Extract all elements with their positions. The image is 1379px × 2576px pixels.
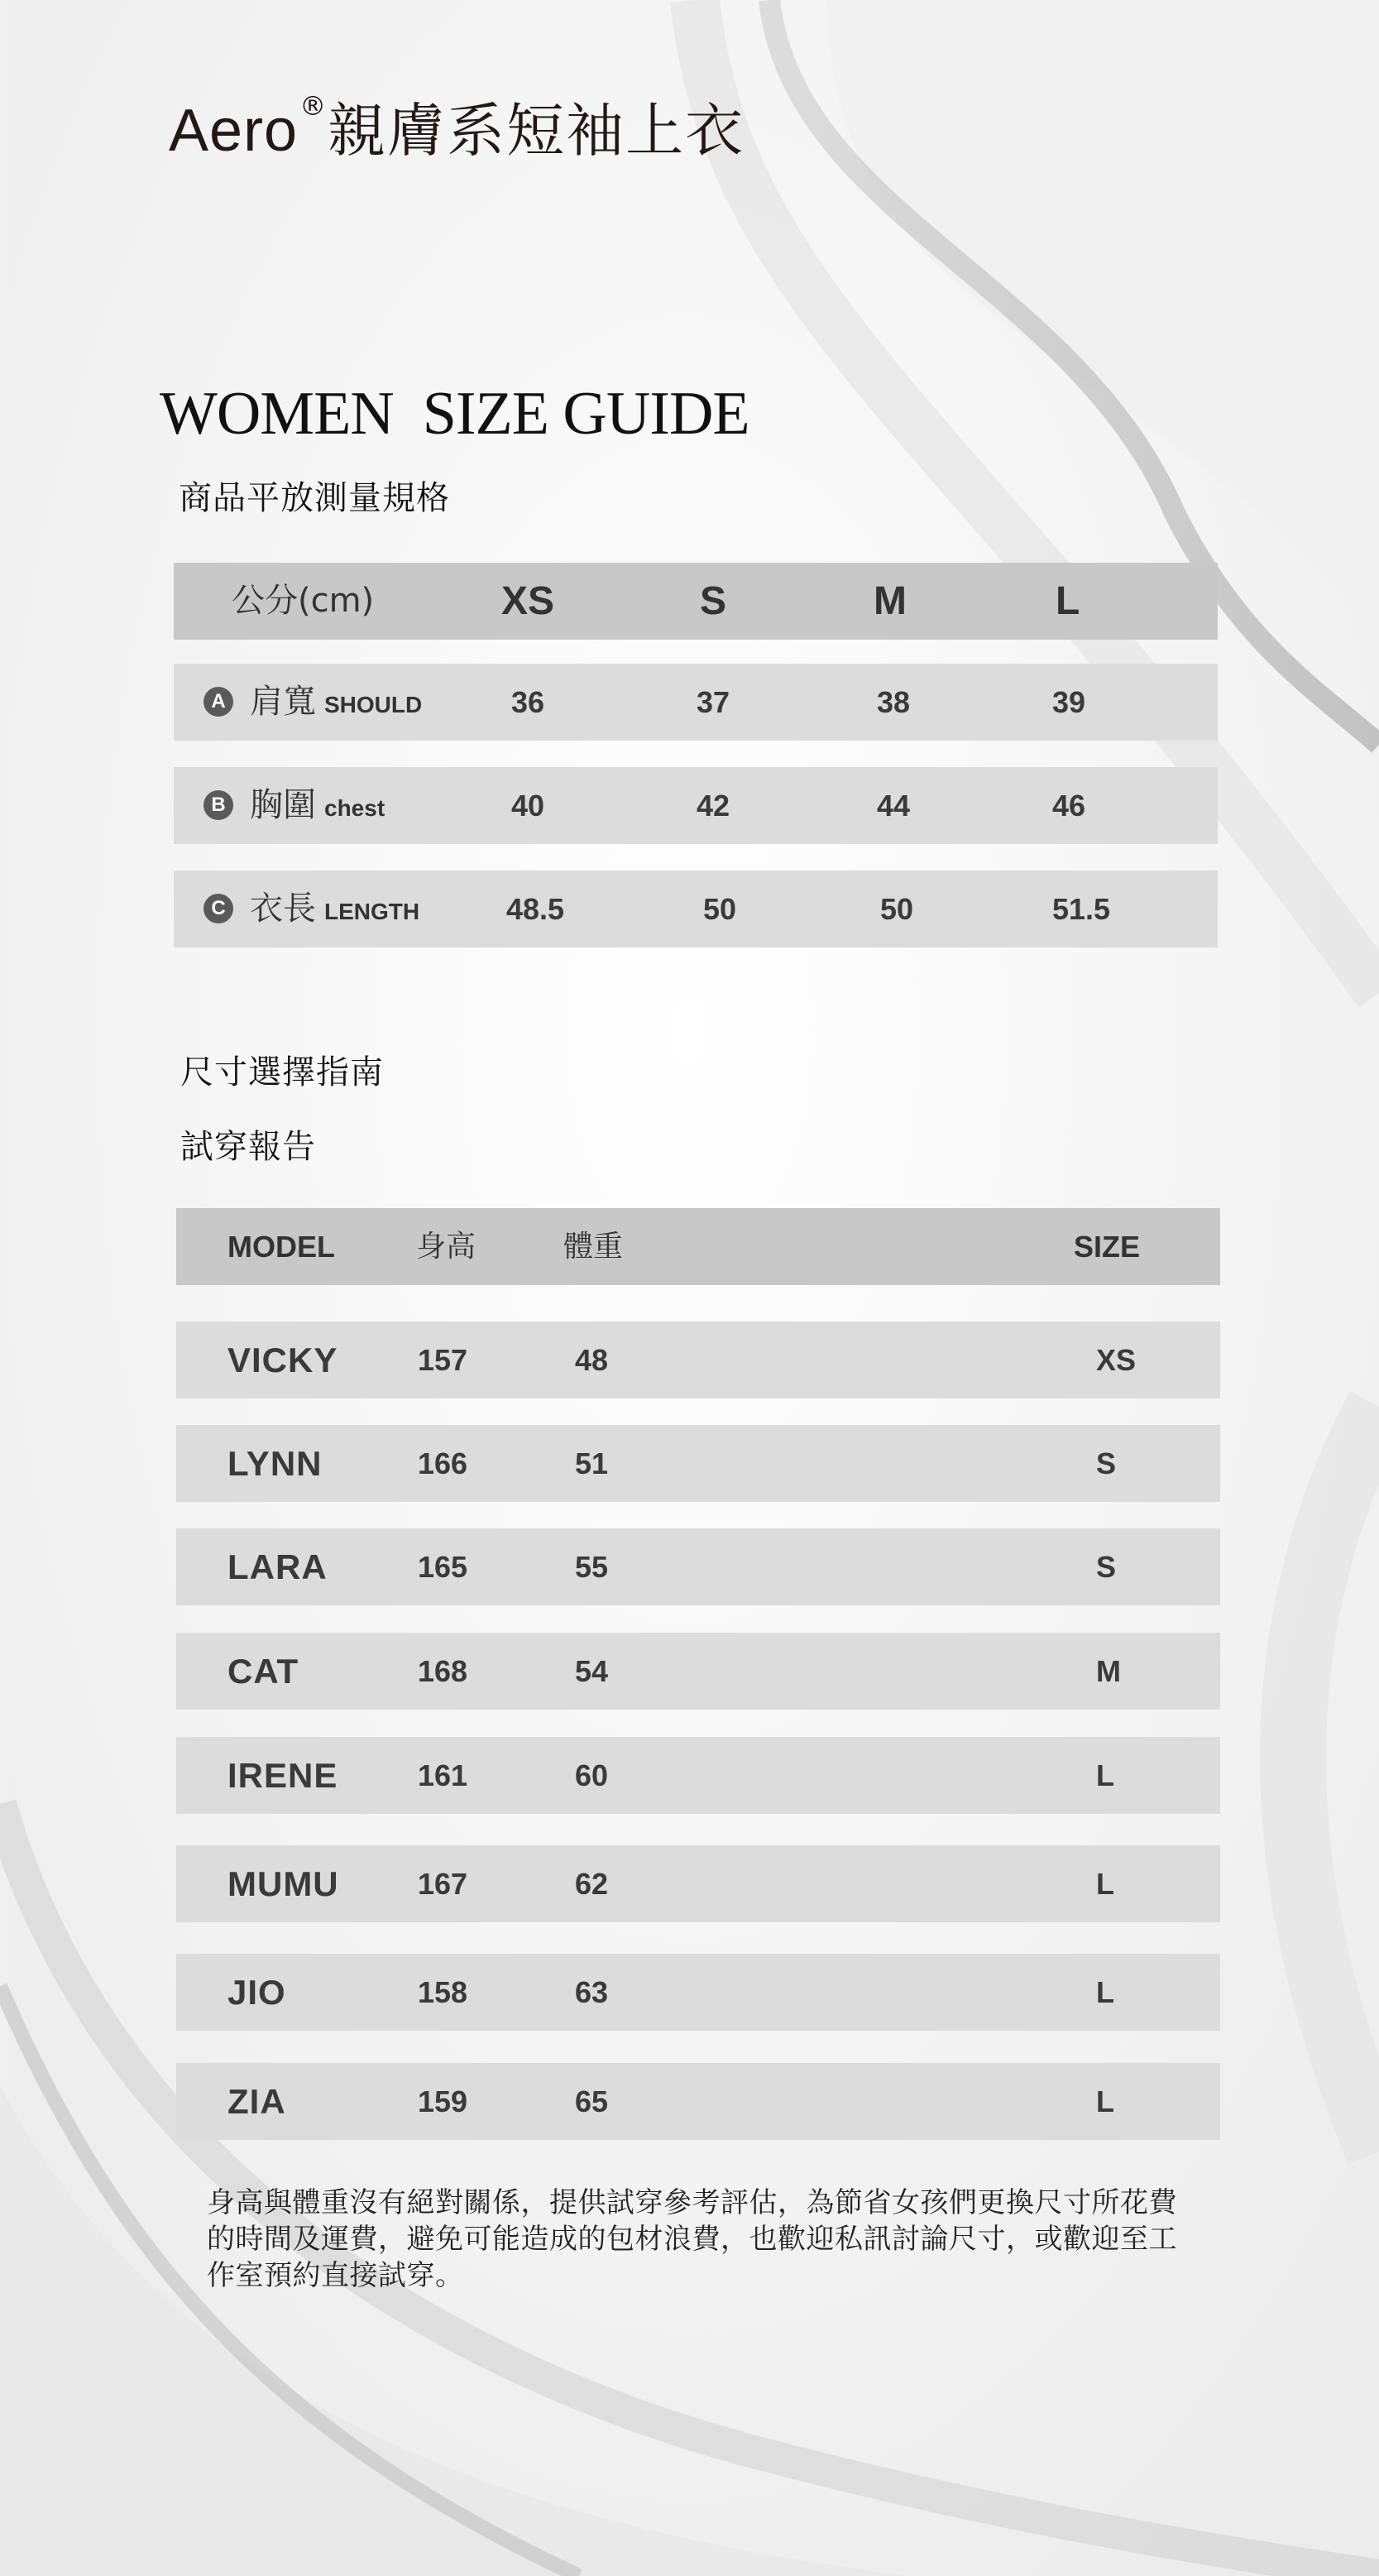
model-row xyxy=(176,2063,1220,2140)
value-cell: 37 xyxy=(697,685,730,719)
model-row xyxy=(176,1954,1220,2031)
model-weight: 48 xyxy=(575,1343,609,1377)
size-header-m: M xyxy=(874,579,907,623)
badge-b: B xyxy=(203,790,233,820)
fit-note xyxy=(207,2185,1216,2294)
model-height: 167 xyxy=(418,1867,468,1901)
model-size: S xyxy=(1096,1446,1117,1480)
model-weight: 54 xyxy=(575,1654,609,1688)
model-name: CAT xyxy=(227,1652,299,1691)
model-size: XS xyxy=(1096,1343,1137,1377)
model-weight: 62 xyxy=(575,1867,609,1901)
size-header-l: L xyxy=(1056,579,1080,623)
measurement-row-length xyxy=(174,871,1218,947)
badge-a: A xyxy=(203,687,233,717)
value-cell: 40 xyxy=(511,789,545,823)
value-cell: 50 xyxy=(703,892,737,926)
model-weight: 63 xyxy=(575,1975,609,2009)
model-size: S xyxy=(1096,1550,1117,1584)
fit-header-row xyxy=(176,1208,1220,1285)
model-height: 157 xyxy=(418,1343,468,1377)
registered-mark: ® xyxy=(299,90,327,122)
model-weight: 60 xyxy=(575,1758,609,1792)
model-name: JIO xyxy=(227,1973,286,2012)
note-line: 作室預約直接試穿。 xyxy=(207,2259,464,2292)
column-height: 身高 xyxy=(416,1230,476,1264)
note-line: 的時間及運費，避免可能造成的包材浪費，也歡迎私訊討論尺寸，或歡迎至工 xyxy=(207,2223,1177,2256)
brand-name: Aero xyxy=(169,98,299,164)
badge-c: C xyxy=(203,894,233,923)
measurement-row-shoulder xyxy=(174,664,1218,741)
model-size: L xyxy=(1096,2084,1114,2118)
model-row xyxy=(176,1737,1220,1814)
value-cell: 36 xyxy=(511,685,545,719)
model-row xyxy=(176,1528,1220,1605)
size-header-xs: XS xyxy=(501,579,555,623)
value-cell: 42 xyxy=(697,789,730,823)
model-size: L xyxy=(1096,1975,1114,2009)
model-weight: 65 xyxy=(575,2084,609,2118)
measurement-header-row xyxy=(174,563,1218,640)
model-weight: 51 xyxy=(575,1446,609,1480)
measurement-label: 衣長 LENGTH xyxy=(250,890,420,928)
value-cell: 39 xyxy=(1052,685,1086,719)
model-size: L xyxy=(1096,1867,1114,1901)
value-cell: 48.5 xyxy=(506,892,565,926)
model-height: 168 xyxy=(418,1654,468,1688)
model-height: 161 xyxy=(418,1758,468,1792)
column-weight: 體重 xyxy=(563,1230,624,1264)
measurement-label: 胸圍 chest xyxy=(250,786,385,824)
model-name: VICKY xyxy=(227,1341,338,1379)
value-cell: 50 xyxy=(880,892,914,926)
size-header-s: S xyxy=(700,579,727,623)
model-size: M xyxy=(1096,1654,1121,1688)
product-name: 親膚系短袖上衣 xyxy=(328,97,745,165)
fit-guide-heading: 尺寸選擇指南 xyxy=(180,1053,384,1091)
value-cell: 51.5 xyxy=(1052,892,1111,926)
model-weight: 55 xyxy=(575,1550,609,1584)
size-guide-subheading: 商品平放測量規格 xyxy=(179,479,450,517)
model-row xyxy=(176,1425,1220,1502)
measurement-row-chest xyxy=(174,767,1218,844)
model-height: 159 xyxy=(418,2084,468,2118)
value-cell: 44 xyxy=(877,789,911,823)
fit-guide-subheading: 試穿報告 xyxy=(180,1128,316,1166)
model-row xyxy=(176,1633,1220,1710)
model-name: MUMU xyxy=(227,1864,339,1903)
model-name: ZIA xyxy=(227,2082,286,2121)
model-height: 166 xyxy=(418,1446,468,1480)
measurement-label: 肩寬 SHOULD xyxy=(250,683,423,721)
model-row xyxy=(176,1845,1220,1922)
column-size: SIZE xyxy=(1074,1230,1141,1264)
model-name: LARA xyxy=(227,1547,328,1586)
product-title xyxy=(169,89,745,172)
column-model: MODEL xyxy=(227,1230,335,1264)
model-height: 165 xyxy=(418,1550,468,1584)
value-cell: 38 xyxy=(877,685,911,719)
model-height: 158 xyxy=(418,1975,468,2009)
model-row xyxy=(176,1322,1220,1398)
size-guide-heading: WOMEN SIZE GUIDE xyxy=(160,380,749,448)
model-size: L xyxy=(1096,1758,1114,1792)
note-line: 身高與體重沒有絕對關係，提供試穿參考評估，為節省女孩們更換尺寸所花費 xyxy=(207,2186,1177,2219)
model-name: IRENE xyxy=(227,1756,338,1795)
value-cell: 46 xyxy=(1052,789,1086,823)
model-name: LYNN xyxy=(227,1444,323,1483)
unit-label: 公分(cm) xyxy=(232,582,375,620)
